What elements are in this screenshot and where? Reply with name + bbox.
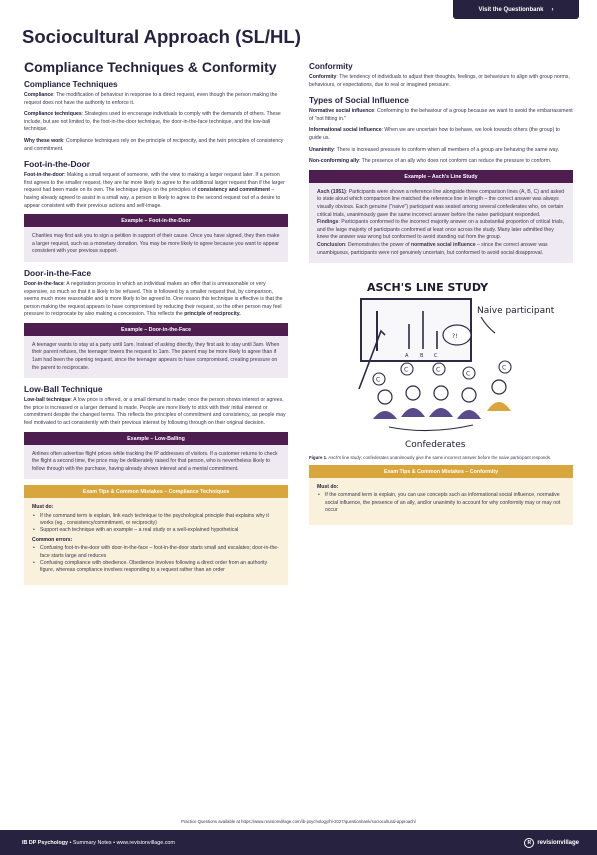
list-item: • Confusing foot-in-the-door with door-in-the-face – foot-in-the-door starts small and escalates; door-in-the-face starts large and reduces [32, 545, 280, 559]
heading-types-of-social-influence: Types of Social Influence [309, 95, 409, 106]
list-item: • Confusing compliance with obedience. Obedience involves following a direct order from an authority figure, whereas compliance involves responding to a request rather than an order [32, 560, 280, 574]
board-letter-c: C [434, 353, 438, 360]
fitd-definition: Foot-in-the-door: Making a small request of someone, with the view to making a larger request later. If a person first agrees to the smaller request, they are far more likely to agree to the additional larger request than if the larger request had been made on its own. The technique plays on the principles of consistency and commitment – having already agreed to assist in a small way, a person is likely to agree to the second request out of a desire to appear consistent with their previous actions and self-image. [24, 172, 285, 209]
right-column [309, 60, 573, 525]
unanimity-definition: Unanimity: There is increased pressure to conform when all members of a group are behaving the same way. [309, 146, 560, 153]
asch-illustration [309, 269, 573, 453]
people [373, 380, 511, 419]
asch-example-header: Example – Asch's Line Study [309, 170, 573, 183]
conformity-tips-body [309, 478, 573, 525]
must-do-label: Must do: [32, 504, 54, 511]
asch-figure [309, 269, 573, 453]
ditf-definition: Door-in-the-face: A negotiation process in which an individual makes an offer that is unreasonable or very expensive, so much so that it is likely to be refused. This is followed by a smaller request that, by comparison, seems much more reasonable and is more likely to be agreed to. One reason this technique is effective is that the person making the request appears to have compromised by reducing their request, so the other person may feel pressure to reciprocate by also making a concession. This reflects the principle of reciprocity. [24, 280, 283, 318]
asch-example-body: Asch (1951): Participants were shown a reference line alongside three comparison lines (A, B, C) and asked to state aloud which comparison line matched the reference line in length – the correct answer was always visually obvious. Each genuine ("naive") participant was seated among several confederates who, on certain critical trials, unanimously gave the same incorrect answer before the naive participant responded. Findings: Participants conformed to the incorrect majority answer on a substantial proportion of critical trials, and the large majority of participants conformed at least once across the study. Many later admitted they knew the answer was wrong but conformed to avoid standing out from the group. Conclusion: Demonstrates the power of normative social influence – since the correct answer was unambiguous, participants were not genuinely uncertain, but conformed to avoid social disapproval. [309, 183, 573, 263]
heading-foot-in-the-door: Foot-in-the-Door [24, 159, 91, 170]
figure-caption: Figure 1. Asch's line study: confederates unanimously give the same incorrect answer before the naive participant responds. [309, 455, 552, 461]
confederates-bracket [389, 425, 473, 431]
heading-conformity: Conformity [309, 62, 353, 71]
list-item: • If the command term is explain, you can use concepts such as informational social influence, normative social influence, the presence of an ally, and/or unanimity to account for why conformity may or may not occur [317, 492, 565, 514]
practice-questions-note: Practice Questions available at https://www.revisionvillage.com/ib-psychology/hl-2027/questionbank/sociocultural-approach/ [180, 819, 417, 824]
compliance-tips-header: Exam Tips & Common Mistakes – Compliance Techniques [24, 485, 288, 498]
bubble-letter: C [376, 376, 381, 384]
conformity-tips-header: Exam Tips & Common Mistakes – Conformity [309, 465, 573, 478]
confederates-label: Confederates [405, 440, 466, 451]
speech-bubbles [373, 361, 511, 385]
must-do-label: Must do: [317, 484, 339, 491]
naive-participant-label: Naive participant [477, 306, 555, 317]
visit-questionbank-button[interactable] [453, 0, 579, 19]
lowball-example-body: Airlines often advertise flight prices while tracking the IP addresses of visitors. If a customer returns to check the flight a second time, the price may be deliberately raised for that person, who is nevertheless likely to follow through with the purchase, having already shown interest and a mental commitment. [24, 445, 288, 480]
fitd-example-header: Example – Foot-in-the-Door [24, 214, 288, 227]
visit-questionbank-label: Visit the Questionbank [478, 6, 544, 13]
brand [524, 838, 579, 848]
practice-questions-link[interactable]: https://www.revisionvillage.com/ib-psychology/hl-2027/questionbank/sociocultural-approach/ [241, 819, 417, 824]
heading-door-in-the-face: Door-in-the-Face [24, 267, 91, 278]
board-letter-b: B [420, 353, 424, 360]
bubble-letter: C [404, 366, 409, 374]
left-column [24, 60, 288, 585]
heading-compliance-techniques: Compliance Techniques [24, 80, 118, 89]
lowball-definition: Low-ball technique: A low price is offered, or a small demand is made; once the person shows interest or agrees, the price is increased or a larger demand is made. People are more likely to stick with their initial interest or commitment despite the changed terms. This reflects the principles of commitment and consistency, as people may feel motivated to act consistently with their previous interest by following through on their original decision. [24, 397, 286, 427]
bubble-letter: C [436, 366, 441, 374]
normative-definition: Normative social influence: Conforming to the behaviour of a group because we want to avoid the embarrassment of "not fitting in." [309, 108, 573, 122]
fitd-example-body: Charities may first ask you to sign a petition in support of their cause. Once you have signed, they then make a larger request, such as a monetary donation. You may be more likely to agree because you want to appear consistent with your previous support. [24, 227, 288, 262]
board-letter-a: A [405, 353, 409, 360]
footer-bar [0, 830, 597, 855]
list-item: • If the command term is explain, link each technique to the psychological principle that explains why it works (eg., consistency/commitment, or reciprocity) [32, 513, 280, 527]
ditf-example-body: A teenager wants to stay at a party until 1am. Instead of asking directly, they first ask to stay until 3am. When their parent refuses, the teenager lowers the request to 1am. The parent may be more likely to agree than if 1am had been the opening request, since the teenager appears to have compromised, creating pressure on the parent to reciprocate. [24, 336, 288, 378]
figure-title: ASCH'S LINE STUDY [367, 281, 489, 295]
brand-name: revisionvillage [537, 839, 579, 846]
footer-site-link[interactable]: www.revisionvillage.com [116, 839, 175, 846]
footer-left: IB DP Psychology • Summary Notes • www.revisionvillage.com [22, 839, 175, 846]
chevron-right-icon: › [551, 6, 554, 13]
compliance-tips-body [24, 498, 288, 585]
heading-low-ball: Low-Ball Technique [24, 384, 103, 395]
compliance-definition: Compliance: The modification of behaviour in response to a direct request, even though the person making the request does not have the authority to enforce it. [24, 92, 278, 106]
revisionvillage-logo-icon: R [524, 838, 534, 848]
compliance-techniques-definition: Compliance techniques: Strategies used to encourage individuals to comply with the demands of others. These include, but are not limited to, the foot-in-the-door technique, the door-in-the-face technique, and the low-ball technique. [24, 111, 281, 133]
informational-definition: Informational social influence: When we are uncertain how to behave, we look towards others (the group) to guide us. [309, 127, 560, 141]
bubble-letter: C [502, 364, 507, 372]
why-these-work: Why these work: Compliance techniques rely on the principle of reciprocity, and the twin principles of consistency and commitment. [24, 137, 284, 152]
lowball-example-header: Example – Low-Balling [24, 432, 288, 445]
page-title: Sociocultural Approach (SL/HL) [22, 26, 301, 47]
conformity-definition: Conformity: The tendency of individuals to adjust their thoughts, feelings, or behaviours to align with group norms, behaviours, or expectations, due to real or imagined pressure. [309, 74, 570, 88]
common-errors-label: Common errors: [32, 537, 73, 544]
section-title-compliance-conformity: Compliance Techniques & Conformity [24, 59, 277, 75]
naive-arrow [481, 317, 495, 333]
bubble-letter: C [466, 370, 471, 378]
ditf-example-header: Example – Door-in-the-Face [24, 323, 288, 336]
ally-definition: Non-conforming ally: The presence of an ally who does not conform can reduce the pressure to conform. [309, 158, 552, 165]
list-item: • Support each technique with an example – a real study or a well-explained hypothetical [32, 527, 280, 534]
thought-bubble-text: ?! [452, 333, 458, 341]
